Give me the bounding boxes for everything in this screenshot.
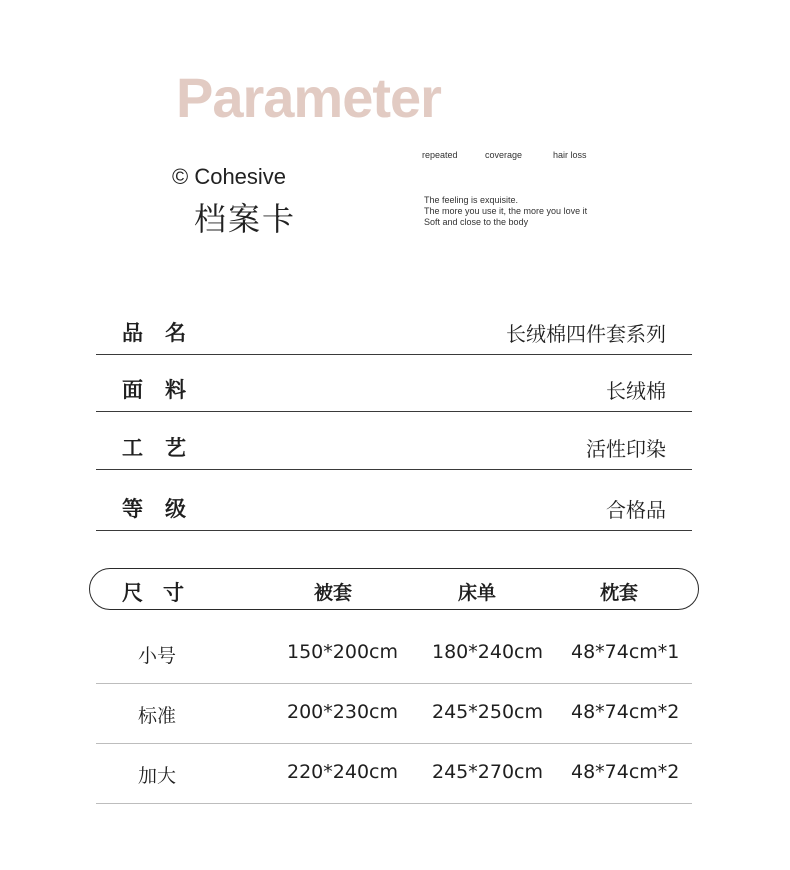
size-cell: 小号	[138, 645, 177, 667]
brand-subtitle: 档案卡	[194, 200, 297, 238]
tagline-2: The more you use it, the more you love it	[424, 206, 588, 216]
pillowcase-cell: 48*74cm*1	[571, 641, 680, 663]
spec-value: 长绒棉	[606, 379, 666, 403]
header-size: 尺寸	[122, 581, 204, 605]
table-row	[96, 744, 692, 804]
sheet-cell: 180*240cm	[432, 641, 543, 663]
tag-coverage: coverage	[485, 150, 523, 160]
tagline-3: Soft and close to the body	[424, 217, 529, 227]
table-row	[96, 684, 692, 744]
spec-row-grade	[96, 474, 692, 531]
spec-row-fabric	[96, 355, 692, 412]
divider	[96, 469, 692, 470]
header-duvet: 被套	[314, 582, 353, 604]
divider	[96, 803, 692, 804]
spec-row-name	[96, 298, 692, 355]
tagline-1: The feeling is exquisite.	[424, 195, 519, 205]
tag-repeated: repeated	[422, 150, 458, 160]
spec-value: 长绒棉四件套系列	[506, 322, 666, 346]
sheet-cell: 245*250cm	[432, 701, 543, 723]
size-cell: 标准	[138, 705, 177, 727]
divider	[96, 530, 692, 531]
spec-value: 活性印染	[586, 437, 666, 461]
spec-label: 品名	[122, 321, 208, 345]
header-sheet: 床单	[458, 582, 497, 604]
divider	[96, 411, 692, 412]
brand-name: © Cohesive	[172, 164, 287, 189]
size-table-header	[89, 568, 699, 610]
pillowcase-cell: 48*74cm*2	[571, 761, 680, 783]
table-row	[96, 624, 692, 684]
duvet-cell: 150*200cm	[287, 641, 398, 663]
spec-label: 工艺	[122, 436, 208, 460]
tag-hair-loss: hair loss	[553, 150, 587, 160]
pillowcase-cell: 48*74cm*2	[571, 701, 680, 723]
page-title: Parameter	[176, 66, 441, 129]
spec-label: 面料	[122, 378, 208, 402]
tagline-block	[424, 195, 587, 228]
duvet-cell: 220*240cm	[287, 761, 398, 783]
duvet-cell: 200*230cm	[287, 701, 398, 723]
sheet-cell: 245*270cm	[432, 761, 543, 783]
size-cell: 加大	[138, 765, 177, 787]
spec-value: 合格品	[606, 498, 666, 522]
spec-row-craft	[96, 413, 692, 470]
header-pillowcase: 枕套	[600, 582, 639, 604]
spec-label: 等级	[122, 497, 208, 521]
